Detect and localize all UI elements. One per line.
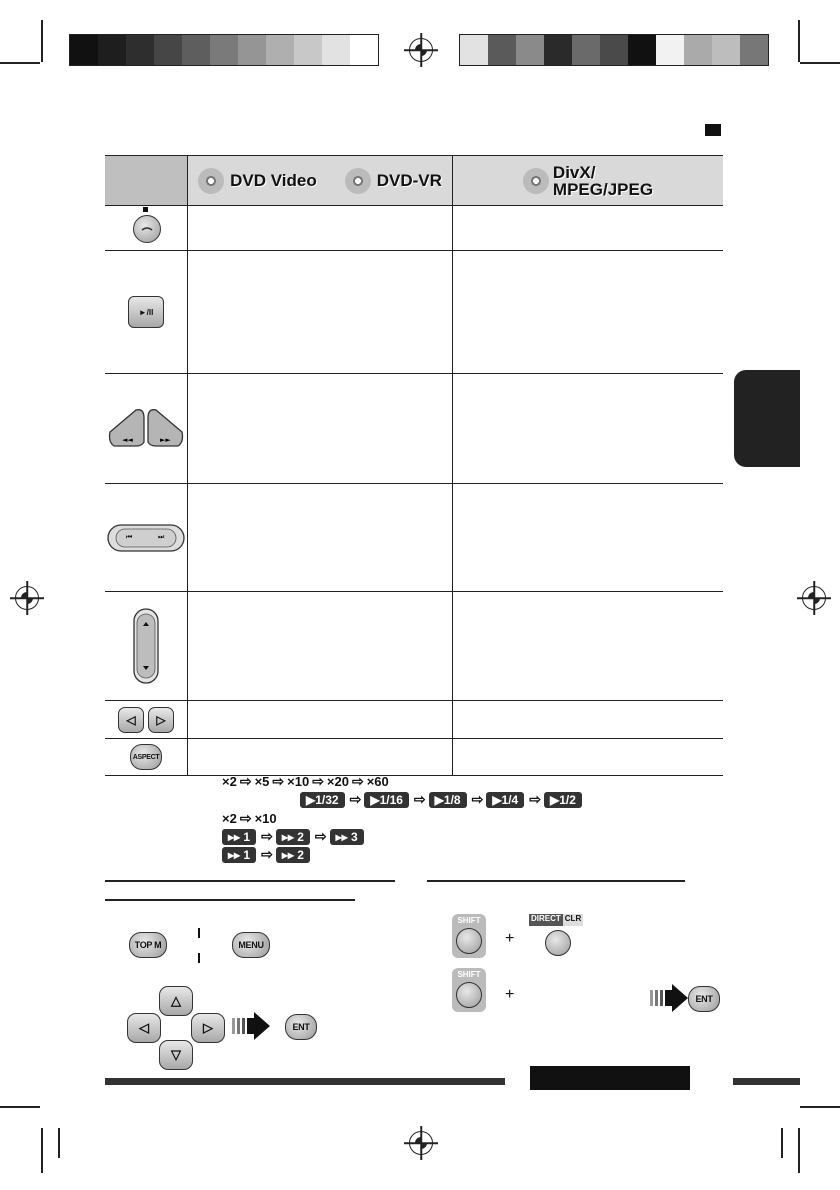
right-button[interactable]: ▷: [191, 1013, 225, 1043]
direct-clr-button[interactable]: [545, 930, 571, 956]
svg-text:⏭: ⏭: [158, 532, 165, 541]
color-calibration-bar-left: [69, 34, 379, 66]
table-header-row: [105, 156, 723, 206]
fastforward-label: ►►: [160, 435, 171, 444]
svg-text:⏮: ⏮: [126, 532, 133, 541]
table-row-play-pause: [105, 251, 723, 374]
proceed-arrow-icon: [650, 982, 690, 1014]
plus-sign: +: [505, 986, 515, 1003]
calibration-swatch: [238, 35, 266, 65]
language-marker: [705, 124, 721, 136]
registration-mark-left: [15, 586, 39, 610]
disc-icon: [198, 168, 224, 194]
shift-button[interactable]: [456, 982, 482, 1008]
dvd-desc-cell: [188, 592, 453, 700]
down-button[interactable]: ▽: [159, 1040, 193, 1070]
function-table: [105, 155, 723, 776]
calibration-swatch: [126, 35, 154, 65]
dvd-desc-cell: [188, 206, 453, 250]
table-row-up-down: [105, 592, 723, 701]
divx-desc-cell: [453, 701, 723, 738]
calibration-swatch: [70, 35, 98, 65]
button-cell: [105, 701, 188, 738]
shift-button-frame: [452, 968, 486, 1012]
skip-buttons[interactable]: [116, 529, 176, 547]
button-cell: [105, 592, 188, 700]
stop-button[interactable]: [133, 215, 161, 243]
dvd-desc-cell: [188, 739, 453, 775]
speed-line-4: ▸▸ 1 ⇨ ▸▸ 2 ⇨ ▸▸ 3: [222, 828, 366, 845]
speed-line-1: ×2 ⇨ ×5 ⇨ ×10 ⇨ ×20 ⇨ ×60: [222, 773, 389, 789]
table-row-stop: [105, 206, 723, 251]
calibration-swatch: [628, 35, 656, 65]
left-button[interactable]: ◁: [118, 707, 144, 733]
format-dvd-vr: DVD-VR: [376, 170, 442, 190]
crop-mark: [41, 20, 43, 62]
separator: [198, 928, 200, 938]
format-dvd-video: DVD Video: [230, 170, 317, 190]
button-cell: [105, 251, 188, 373]
stop-marker-icon: [143, 207, 148, 212]
crop-mark: [800, 62, 840, 64]
registration-mark-right: [802, 586, 826, 610]
dvd-desc-cell: [188, 374, 453, 483]
button-cell: [105, 484, 188, 591]
speed-line-5: ▸▸ 1 ⇨ ▸▸ 2: [222, 846, 312, 863]
crop-mark: [0, 62, 40, 64]
crop-mark: [41, 1128, 43, 1173]
calibration-swatch: [740, 35, 768, 65]
section-rule-left-2: [105, 899, 355, 901]
speed-line-3: ×2 ⇨ ×10: [222, 810, 277, 826]
header-blank-cell: [105, 156, 188, 205]
format-divx: DivX/: [552, 162, 596, 182]
play-pause-label: ►/II: [138, 307, 154, 317]
shift-label: SHIFT: [457, 916, 481, 925]
calibration-swatch: [684, 35, 712, 65]
divx-desc-cell: [453, 739, 723, 775]
crop-mark: [0, 1106, 40, 1108]
up-button[interactable]: △: [159, 986, 193, 1016]
direct-clr-label: DIRECT CLR: [529, 914, 575, 926]
crop-mark: [781, 1128, 783, 1158]
registration-mark-top: [409, 38, 433, 62]
header-divx-cell: [453, 156, 723, 205]
proceed-arrow-icon: [232, 1010, 272, 1042]
rewind-fastforward-icon: [106, 404, 186, 454]
dvd-desc-cell: [188, 484, 453, 591]
enter-button[interactable]: [688, 986, 720, 1012]
header-dvd-cell: [188, 156, 453, 205]
crop-mark: [800, 1106, 840, 1108]
plus-sign: +: [505, 930, 515, 947]
divx-desc-cell: [453, 374, 723, 483]
button-cell: [105, 206, 188, 250]
top-menu-label: TOP M: [134, 940, 162, 950]
enter-label: ENT: [292, 1022, 310, 1032]
calibration-swatch: [98, 35, 126, 65]
section-rule-right: [427, 880, 685, 882]
menu-label: MENU: [238, 940, 264, 950]
section-rule-left: [105, 880, 395, 882]
shift-button[interactable]: [456, 928, 482, 954]
divx-desc-cell: [453, 206, 723, 250]
disc-icon: [523, 168, 549, 194]
right-button[interactable]: ▷: [148, 707, 174, 733]
aspect-label: ASPECT: [132, 753, 160, 761]
color-calibration-bar-right: [459, 34, 769, 66]
button-cell: [105, 739, 188, 775]
format-mpeg-jpeg: MPEG/JPEG: [552, 179, 654, 199]
registration-mark-bottom: [409, 1131, 433, 1155]
crop-mark: [798, 20, 800, 62]
calibration-swatch: [656, 35, 684, 65]
enter-label: ENT: [695, 994, 713, 1004]
calibration-swatch: [322, 35, 350, 65]
crop-mark: [798, 1128, 800, 1173]
table-row-search: [105, 374, 723, 484]
section-tab: [734, 370, 800, 467]
menu-button[interactable]: [232, 932, 270, 958]
calibration-swatch: [572, 35, 600, 65]
footer-bar-left: [105, 1078, 505, 1085]
rewind-label: ◄◄: [122, 435, 133, 444]
crop-mark: [58, 1128, 60, 1158]
top-menu-button[interactable]: [129, 932, 167, 958]
calibration-swatch: [600, 35, 628, 65]
table-row-skip: [105, 484, 723, 592]
stop-icon: [134, 216, 160, 242]
calibration-swatch: [460, 35, 488, 65]
divx-desc-cell: [453, 251, 723, 373]
calibration-swatch: [712, 35, 740, 65]
separator: [198, 953, 200, 963]
calibration-swatch: [266, 35, 294, 65]
footer-page-box: [530, 1066, 690, 1090]
play-pause-button[interactable]: [128, 296, 164, 328]
aspect-button[interactable]: [130, 744, 162, 770]
left-button[interactable]: ◁: [127, 1013, 161, 1043]
table-row-aspect: [105, 739, 723, 776]
calibration-swatch: [350, 35, 378, 65]
shift-label: SHIFT: [457, 970, 481, 979]
calibration-swatch: [154, 35, 182, 65]
up-down-button[interactable]: [131, 606, 161, 686]
button-cell: [105, 374, 188, 483]
calibration-swatch: [294, 35, 322, 65]
disc-icon: [345, 168, 371, 194]
calibration-swatch: [210, 35, 238, 65]
dvd-desc-cell: [188, 701, 453, 738]
calibration-swatch: [516, 35, 544, 65]
skip-icon: [106, 521, 186, 555]
calibration-swatch: [182, 35, 210, 65]
enter-button[interactable]: [285, 1014, 317, 1040]
speed-line-2: ▶1/32 ⇨ ▶1/16 ⇨ ▶1/8 ⇨ ▶1/4 ⇨ ▶1/2: [300, 791, 584, 808]
calibration-swatch: [488, 35, 516, 65]
dvd-desc-cell: [188, 251, 453, 373]
shift-button-frame: [452, 914, 486, 958]
divx-desc-cell: [453, 592, 723, 700]
footer-bar-right: [733, 1078, 800, 1085]
calibration-swatch: [544, 35, 572, 65]
table-row-left-right: [105, 701, 723, 739]
divx-desc-cell: [453, 484, 723, 591]
